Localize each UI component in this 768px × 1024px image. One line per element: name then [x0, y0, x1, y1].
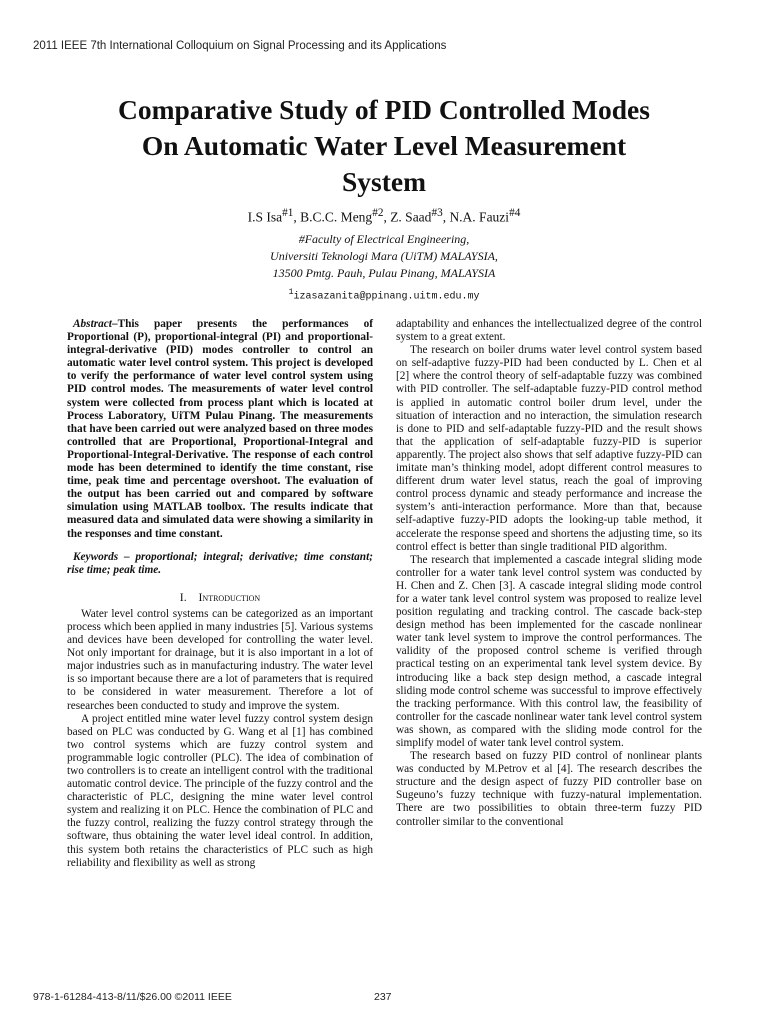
paper-title [60, 92, 708, 200]
title-line: Comparative Study of PID Controlled Modes [118, 94, 650, 125]
author-list: I.S Isa$^{\#1}$, B.C.C. Meng$^{\#2}$, Z. Saad$^{\#3}$, N.A. Fauzi$^{\#4}$ [247, 207, 521, 225]
body-paragraph: The research based on fuzzy PID control of nonlinear plants was conducted by M.Petrov et al [4]. The research describes the structure and the design aspect of fuzzy PID controller base on Sugeuno’s fuzzy technique with fuzzy-natural implementation. There are two possibilities to obtain three-term fuzzy PID controller similar to the conventional [396, 750, 702, 828]
keywords-text: – proportional; integral; derivative; time constant; rise time; peak time. [67, 550, 373, 576]
section-title: Introduction [198, 589, 261, 604]
author-sup: #3 [431, 207, 443, 219]
keywords [67, 551, 373, 577]
author-name: Z. Saad [390, 209, 432, 225]
body-paragraph: The research that implemented a cascade integral sliding mode controller for a water tank level control system was conducted by H. Chen and Z. Chen [3]. A cascade integral sliding mode control for a water tank level control system was proposed to realize level position regulating and tracking control. The cascade back-step design method has been implemented for the cascade nonlinear water tank level system to improve the control performances. The validity of the proposed control scheme is verified through practical testing on an experimental tank level system device. By introducing like a back step design method, a cascade integral sliding mode control scheme was successful to improve effectively the tracking performance. With this control law, the feasibility of controller for the cascade nonlinear water tank level control system was shown, as compared with the sliding mode control for the simplify model of water tank level control system. [396, 553, 702, 749]
keywords-label: Keywords [73, 550, 119, 563]
body-paragraph: A project entitled mine water level fuzzy control system design based on PLC was conducted by G. Wang et al [1] has combined two control systems which are fuzzy control system and programmable logic controller (PLC). The idea of combination of two controllers is to create an intelligent control with the traditional automatic control device. The principle of the fuzzy control and the characteristic of PLC, designing the mine water level control system and realizing it on PLC. Hence the combination of PLC and the fuzzy control, realizing the fuzzy control strategy through the software, thus obtaining the water level ideal control. In addition, this system both retains the characteristics of PLC such as high reliability and flexibility as well as strong [67, 712, 373, 869]
title-line: On Automatic Water Level Measurement [141, 130, 627, 161]
abstract-label: Abstract [73, 318, 112, 330]
author-name: N.A. Fauzi [449, 209, 510, 225]
section-numeral: I. [179, 589, 187, 604]
author-email[interactable] [0, 287, 768, 302]
affiliation-line: Universiti Teknologi Mara (UiTM) MALAYSIA, [270, 249, 498, 263]
page-number: 237 [374, 991, 392, 1003]
author-name: I.S Isa [247, 209, 283, 225]
body-paragraph: Water level control systems can be categorized as an important process which been applied in many industries [5]. Various systems and devices have been developed for controlling the water level. Not only important for drainage, but it is also important in a lot of major industries such as in manufacturing industry. The water level is so important because there are a lot of parameters that is required to be considered in water measurement. Therefore a lot of researches been conducted to study and improve the system. [67, 607, 373, 712]
section-heading [67, 591, 373, 604]
abstract [67, 318, 373, 541]
author-sup: #1 [282, 207, 294, 219]
author-sup: #4 [509, 207, 521, 219]
body-paragraph: The research on boiler drums water level control system based on self-adaptive fuzzy-PID had been conducted by L. Chen et al [2] where the control theory of self-adaptable fuzzy was combined with PID controller. The self-adaptable fuzzy-PID control method is applied in automatic control boiler drum level, under the situation of interaction and no interaction, the simulation research is done to PID and self-adaptable fuzzy-PID and the result shows that the application of self-adaptable fuzzy-PID is superior apparently. The project also shows that self adaptive fuzzy-PID can imitate man’s thinking model, adopt different control measures to different drum water level status, reach the goal of improving control process dynamic and steady performance and increase the system’s anti-interaction performance. More than that, because self-adaptive fuzzy-PID adopts the looking-up table method, it accelerate the response speed and shortens the adjusting time, so its control effect is better than single traditional PID algorithm. [396, 344, 702, 553]
conference-header: 2011 IEEE 7th International Colloquium on Signal Processing and its Applications [33, 40, 447, 52]
footer-isbn: 978-1-61284-413-8/11/$26.00 ©2011 IEEE [33, 991, 232, 1003]
title-line: System [341, 166, 427, 197]
email-sup: 1 [288, 287, 294, 297]
affiliation [0, 231, 768, 282]
abstract-text: –This paper presents the performances of Proportional (P), proportional-integral (PI) and proportional-integral-derivative (PID) modes controller to control an automatic water level control system. This project is developed to verify the performance of water level control system using PID control modes. The measurements of water level control system were collected from process plant which is located at Process Laboratory, UiTM Pulau Pinang. The measurements that have been carried out were analyzed based on three modes controlled that are Proportional, Proportional-Integral and Proportional-Integral-Derivative. The response of each control mode has been determined to identify the time constant, rise time, peak time and percentage overshoot. The evaluation of the output has been carried out and compared by software simulation using MATLAB toolbox. The results indicate that measured data and simulated data were showing a similarity in the responses and time constant. [67, 318, 373, 540]
author-name: B.C.C. Meng [300, 209, 373, 225]
author-sup: #2 [372, 207, 384, 219]
affiliation-line: #Faculty of Electrical Engineering, [298, 232, 470, 246]
body-paragraph: adaptability and enhances the intellectualized degree of the control system to a great extent. [396, 318, 702, 344]
left-column [67, 318, 373, 870]
right-column [396, 318, 702, 829]
affiliation-line: 13500 Pmtg. Pauh, Pulau Pinang, MALAYSIA [272, 266, 496, 280]
email-address[interactable]: izasazanita@ppinang.uitm.edu.my [293, 291, 480, 303]
